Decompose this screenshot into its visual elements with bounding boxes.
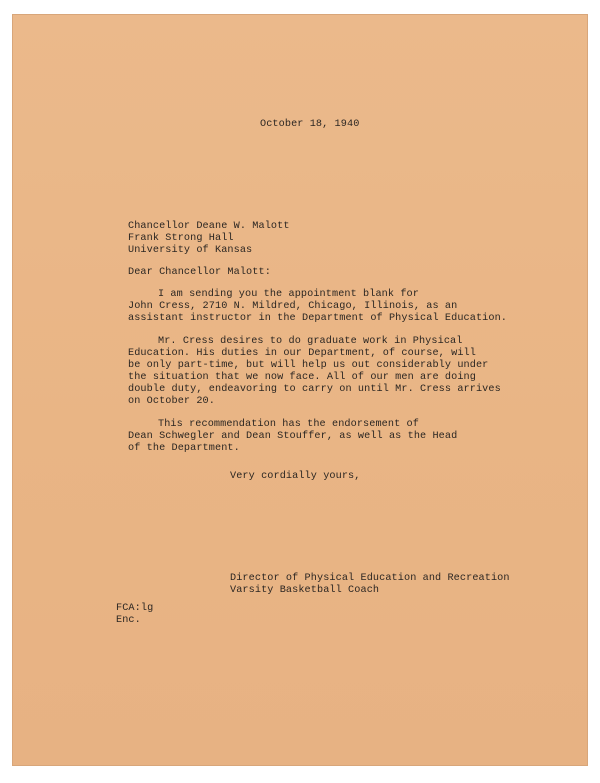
paragraph-2-line-4: the situation that we now face. All of our men are doing — [128, 372, 476, 383]
paragraph-3-line-2: Dean Schwegler and Dean Stouffer, as well as the Head — [128, 431, 458, 442]
recipient-institution: University of Kansas — [128, 245, 253, 256]
signature-title-2: Varsity Basketball Coach — [230, 585, 380, 596]
typist-initials: FCA:lg — [116, 603, 154, 614]
recipient-name: Chancellor Deane W. Malott — [128, 221, 290, 232]
signature-title-1: Director of Physical Education and Recreation — [230, 573, 510, 584]
paragraph-2-line-5: double duty, endeavoring to carry on until Mr. Cress arrives — [128, 384, 501, 395]
paragraph-1-line-3: assistant instructor in the Department of Physical Education. — [128, 313, 508, 324]
paragraph-1-line-2: John Cress, 2710 N. Mildred, Chicago, Illinois, as an — [128, 301, 458, 312]
letter-date: October 18, 1940 — [260, 119, 360, 130]
paragraph-2-line-1: Mr. Cress desires to do graduate work in Physical — [158, 336, 463, 347]
enclosure-note: Enc. — [116, 615, 141, 626]
closing: Very cordially yours, — [230, 471, 361, 482]
paragraph-2-line-3: be only part-time, but will help us out considerably under — [128, 360, 489, 371]
salutation: Dear Chancellor Malott: — [128, 267, 271, 278]
paragraph-2-line-6: on October 20. — [128, 396, 215, 407]
paragraph-1-line-1: I am sending you the appointment blank for — [158, 289, 419, 300]
letter-page — [12, 14, 588, 766]
paragraph-2-line-2: Education. His duties in our Department, of course, will — [128, 348, 476, 359]
paragraph-3-line-1: This recommendation has the endorsement of — [158, 419, 419, 430]
recipient-building: Frank Strong Hall — [128, 233, 234, 244]
paragraph-3-line-3: of the Department. — [128, 443, 240, 454]
